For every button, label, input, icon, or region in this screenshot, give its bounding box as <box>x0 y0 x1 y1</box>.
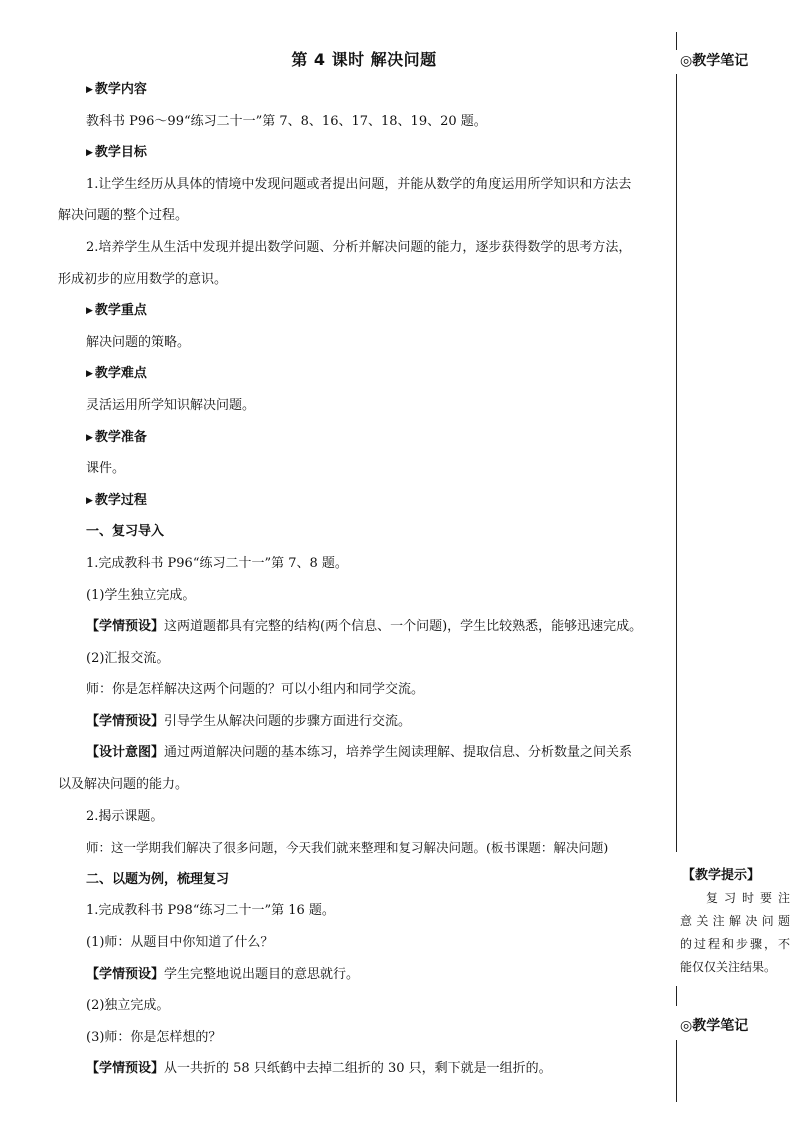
part-1-item-3: 【学情预设】这两道题都具有完整的结构(两个信息、一个问题)，学生比较熟悉，能够迅速完成。 <box>86 619 643 635</box>
difficulty-text: 灵活运用所学知识解决问题。 <box>86 397 256 413</box>
teaching-notes-title: ◎教学笔记 <box>680 53 749 69</box>
section-heading-difficulty: ▶ 教学难点 <box>86 366 147 382</box>
tag-label: 【学情预设】 <box>86 713 165 729</box>
teaching-tip-line: 意关注解决问题 <box>680 914 790 928</box>
part-1-item-4: (2)汇报交流。 <box>86 650 170 666</box>
key-text: 解决问题的策略。 <box>86 334 191 350</box>
tag-label: 【学情预设】 <box>86 619 165 635</box>
tag-label: 【设计意图】 <box>86 745 165 761</box>
lesson-body <box>58 46 670 1085</box>
goal-2-line-2: 形成初步的应用数学的意识。 <box>58 271 228 287</box>
sidebar-divider <box>676 32 677 50</box>
part-1-item-9: 师：这一学期我们解决了很多问题，今天我们就来整理和复习解决问题。(板书课题：解决问题) <box>86 840 609 856</box>
part-1-item-7-line-1: 【设计意图】通过两道解决问题的基本练习，培养学生阅读理解、提取信息、分析数量之间关系 <box>86 745 633 761</box>
part-2-heading: 二、以题为例，梳理复习 <box>86 871 230 887</box>
teaching-notes-title-2: ◎教学笔记 <box>680 1018 749 1034</box>
section-heading-process: ▶ 教学过程 <box>86 492 147 508</box>
part-1-item-8: 2.揭示课题。 <box>86 808 164 824</box>
part-1-item-6: 【学情预设】引导学生从解决问题的步骤方面进行交流。 <box>86 713 412 729</box>
sidebar-divider <box>676 1040 677 1102</box>
part-2-item-2: (1)师：从题目中你知道了什么？ <box>86 935 274 951</box>
part-2-item-1: 1.完成教科书 P98“练习二十一”第 16 题。 <box>86 903 335 919</box>
teaching-tip-line: 能仅仅关注结果。 <box>680 960 777 974</box>
part-1-item-7-line-2: 以及解决问题的能力。 <box>58 777 189 793</box>
page-title: 第 4 课时 解决问题 <box>291 50 437 69</box>
goal-1-line-2: 解决问题的整个过程。 <box>58 208 189 224</box>
teaching-tip-line: 的过程和步骤，不 <box>680 937 790 951</box>
part-1-heading: 一、复习导入 <box>86 524 165 540</box>
part-1-item-2: (1)学生独立完成。 <box>86 587 196 603</box>
sidebar-divider <box>676 74 677 852</box>
triangle-icon: ▶ <box>86 369 93 380</box>
part-1-item-1: 1.完成教科书 P96“练习二十一”第 7、8 题。 <box>86 555 348 571</box>
goal-1-line-1: 1.让学生经历从具体的情境中发现问题或者提出问题，并能从数学的角度运用所学知识和方法去 <box>86 176 632 192</box>
triangle-icon: ▶ <box>86 148 93 159</box>
section-heading-key: ▶ 教学重点 <box>86 303 147 319</box>
content-text: 教科书 P96～99“练习二十一”第 7、8、16、17、18、19、20 题。 <box>86 113 487 129</box>
part-2-item-6: 【学情预设】从一共折的 58 只纸鹤中去掉二组折的 30 只，剩下就是一组折的。 <box>86 1061 552 1077</box>
triangle-icon: ▶ <box>86 85 93 95</box>
section-heading-prep: ▶ 教学准备 <box>86 429 147 445</box>
teaching-tip <box>678 864 790 979</box>
part-2-item-3: 【学情预设】学生完整地说出题目的意思就行。 <box>86 966 360 982</box>
sidebar-divider <box>676 986 677 1006</box>
triangle-icon: ▶ <box>86 495 93 506</box>
part-2-item-5: (3)师：你是怎样想的？ <box>86 1029 222 1045</box>
tag-label: 【学情预设】 <box>86 1061 165 1077</box>
teaching-tip-line: 复习时要注 <box>706 891 790 905</box>
tag-label: 【学情预设】 <box>86 966 165 982</box>
section-heading-goal: ▶ 教学目标 <box>86 145 147 161</box>
section-heading-content: ▶ 教学内容 <box>86 82 147 97</box>
triangle-icon: ▶ <box>86 306 93 317</box>
goal-2-line-1: 2.培养学生从生活中发现并提出数学问题、分析并解决问题的能力，逐步获得数学的思考方法， <box>86 239 632 255</box>
prep-text: 课件。 <box>86 461 126 477</box>
triangle-icon: ▶ <box>86 432 93 443</box>
teaching-tip-title: 【教学提示】 <box>682 868 761 883</box>
part-1-item-5: 师：你是怎样解决这两个问题的？可以小组内和同学交流。 <box>86 682 425 698</box>
part-2-item-4: (2)独立完成。 <box>86 998 170 1014</box>
